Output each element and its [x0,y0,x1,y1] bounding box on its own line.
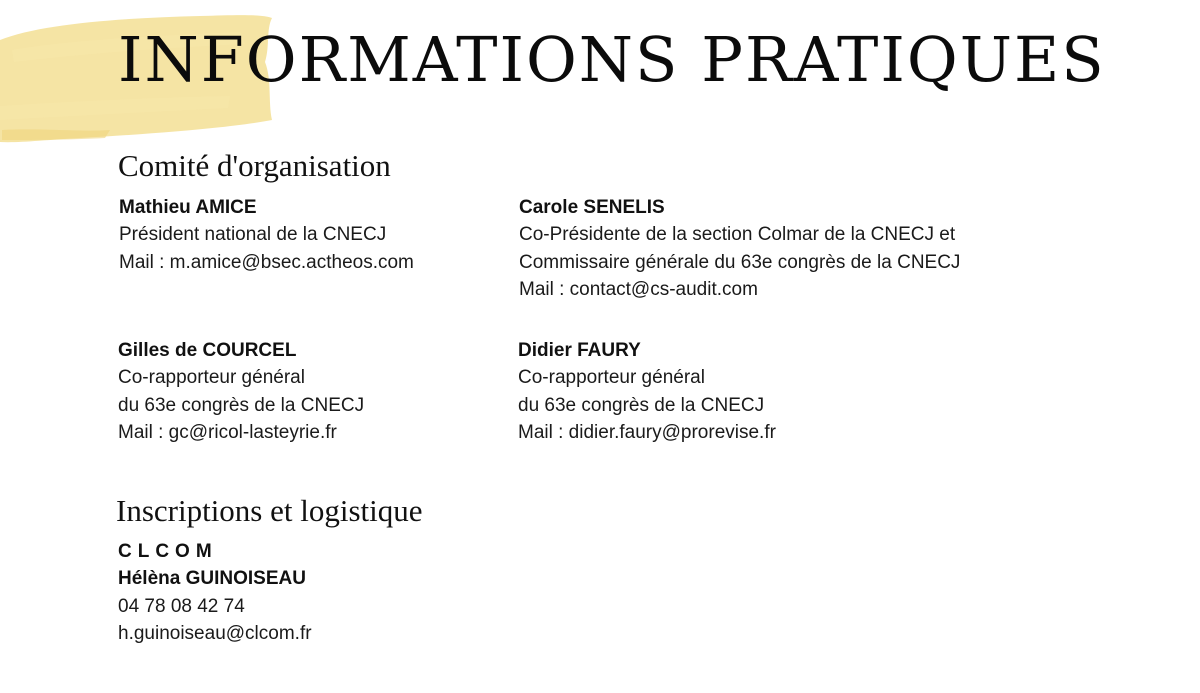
contact-email: Mail : gc@ricol-lasteyrie.fr [118,421,337,443]
contact-role: du 63e congrès de la CNECJ [118,394,365,416]
contact-card-mathieu-amice [119,194,414,276]
contact-role: Co-Présidente de la section Colmar de la CNECJ et [519,224,956,246]
contact-card-didier-faury [518,337,776,446]
contact-name: Didier FAURY [518,340,641,361]
contact-email: Mail : didier.faury@prorevise.fr [518,421,776,443]
contact-email: Mail : contact@cs-audit.com [519,278,758,300]
contact-card-gilles-de-courcel [118,337,364,446]
company-name: CLCOM [118,541,218,562]
contact-email: h.guinoiseau@clcom.fr [118,622,312,644]
contact-name: Hélèna GUINOISEAU [118,568,306,590]
contact-role: Président national de la CNECJ [119,224,387,246]
logistics-contact [118,538,312,647]
logistics-heading: Inscriptions et logistique [116,493,423,528]
contact-email: Mail : m.amice@bsec.actheos.com [119,251,414,273]
contact-role: du 63e congrès de la CNECJ [518,394,765,416]
contact-name: Carole SENELIS [519,197,665,218]
contact-role: Commissaire générale du 63e congrès de la CNECJ [519,251,961,273]
contact-role: Co-rapporteur général [118,367,305,389]
contact-phone: 04 78 08 42 74 [118,595,245,617]
contact-name: Gilles de COURCEL [118,340,297,361]
contact-role: Co-rapporteur général [518,367,705,389]
contact-card-carole-senelis [519,194,960,303]
page-title: INFORMATIONS PRATIQUES [118,23,1106,96]
contact-name: Mathieu AMICE [119,197,257,218]
organisation-heading: Comité d'organisation [118,148,391,183]
